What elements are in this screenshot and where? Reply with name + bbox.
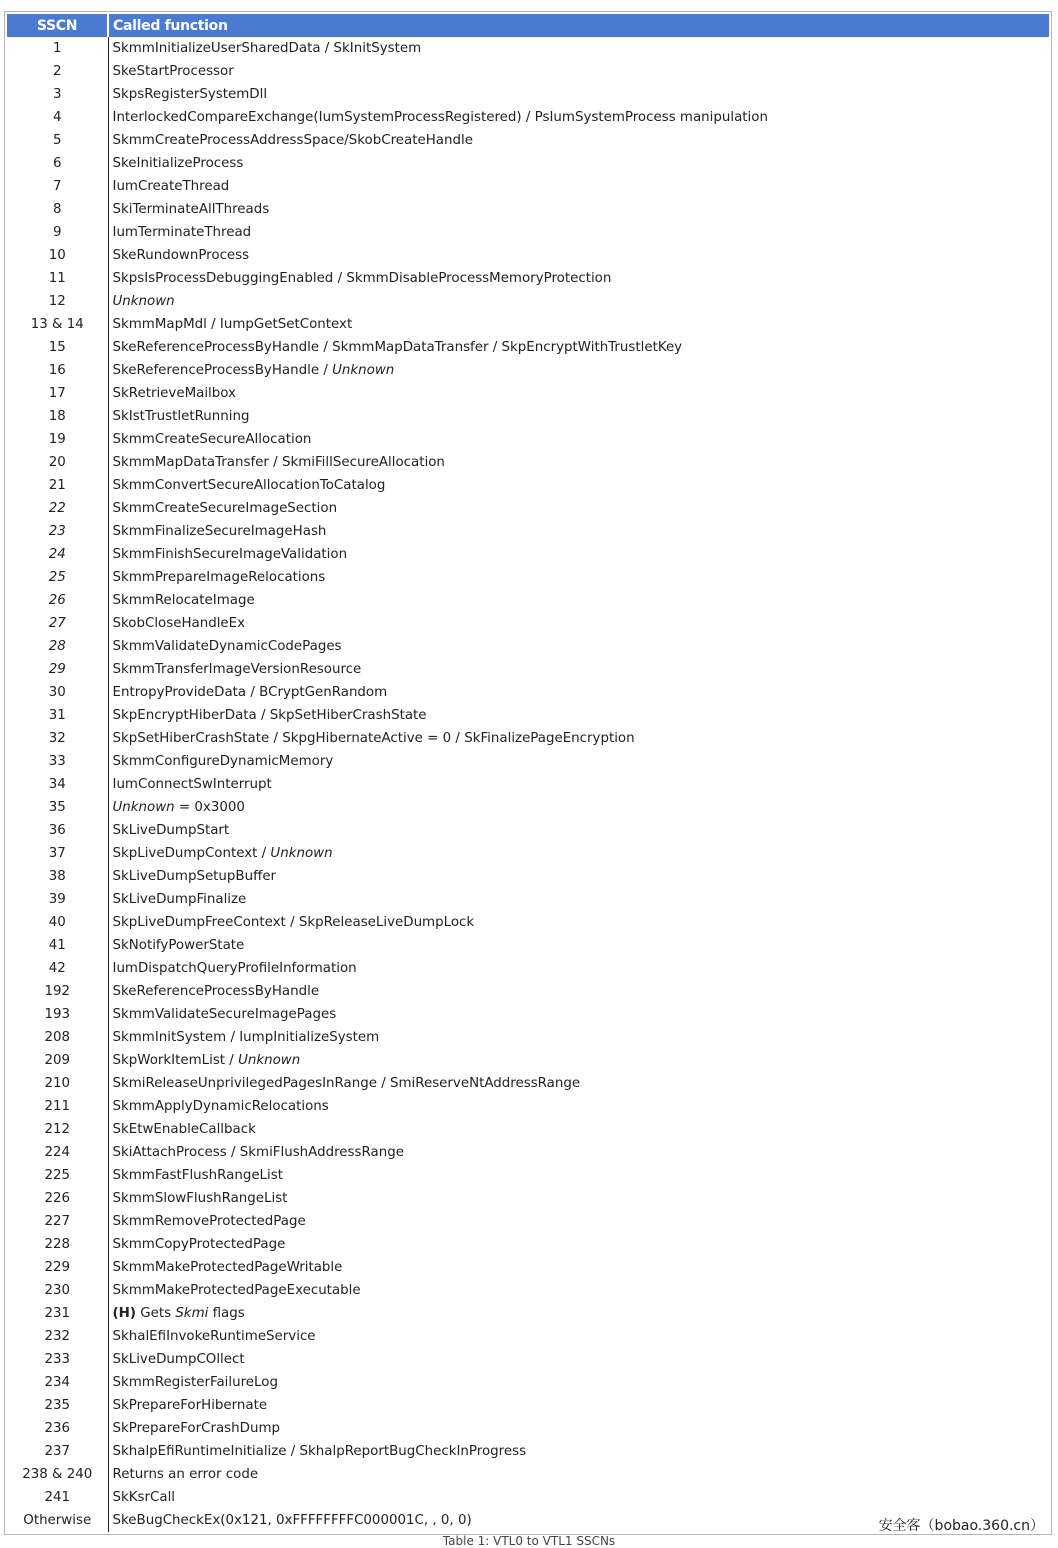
function-text: SkRetrieveMailbox	[112, 386, 236, 401]
function-text: SkpLiveDumpFreeContext / SkpReleaseLiveDumpLock	[112, 915, 475, 930]
function-cell	[108, 221, 1049, 244]
function-cell	[108, 37, 1049, 60]
function-cell	[108, 451, 1049, 474]
table-row	[7, 37, 1049, 60]
function-text: SkEtwEnableCallback	[112, 1122, 256, 1137]
table-row	[7, 1394, 1049, 1417]
table-row	[7, 842, 1049, 865]
function-cell	[108, 1325, 1049, 1348]
function-cell	[108, 566, 1049, 589]
sscn-cell: 15	[48, 340, 66, 355]
table-row	[7, 198, 1049, 221]
table-row	[7, 1417, 1049, 1440]
function-text: SkeStartProcessor	[112, 64, 234, 79]
table-row	[7, 635, 1049, 658]
sscn-cell: 32	[48, 731, 66, 746]
function-text: SkmmInitializeUserSharedData / SkInitSystem	[112, 41, 422, 56]
sscn-cell: 41	[48, 938, 66, 953]
function-text: SkmmMapDataTransfer / SkmiFillSecureAllocation	[112, 455, 445, 470]
function-text: SkmmValidateDynamicCodePages	[112, 639, 342, 654]
sscn-cell: 192	[44, 984, 71, 999]
table-row	[7, 543, 1049, 566]
function-cell	[108, 796, 1049, 819]
table-row	[7, 336, 1049, 359]
header-sscn: SSCN	[7, 14, 108, 37]
sscn-cell: Otherwise	[23, 1513, 92, 1528]
table-row	[7, 589, 1049, 612]
sscn-cell: 31	[48, 708, 66, 723]
function-cell	[108, 267, 1049, 290]
function-cell	[108, 980, 1049, 1003]
sscn-cell: 231	[44, 1306, 71, 1321]
function-cell	[108, 382, 1049, 405]
table-row	[7, 428, 1049, 451]
function-text: Gets	[135, 1306, 176, 1321]
table-row	[7, 267, 1049, 290]
function-cell	[108, 842, 1049, 865]
sscn-cell: 12	[48, 294, 66, 309]
sscn-cell: 6	[52, 156, 62, 171]
table-row	[7, 1095, 1049, 1118]
function-text: SkpLiveDumpContext /	[112, 846, 271, 861]
function-text: Unknown	[270, 846, 333, 861]
table-row	[7, 129, 1049, 152]
function-text: SkeReferenceProcessByHandle / SkmmMapDataTransfer / SkpEncryptWithTrustletKey	[112, 340, 683, 355]
table-row	[7, 1440, 1049, 1463]
sscn-cell: 235	[44, 1398, 71, 1413]
sscn-cell: 3	[52, 87, 62, 102]
function-cell	[108, 1095, 1049, 1118]
function-cell	[108, 313, 1049, 336]
sscn-cell: 22	[48, 501, 66, 516]
function-cell	[108, 681, 1049, 704]
function-cell	[108, 428, 1049, 451]
function-cell	[108, 865, 1049, 888]
function-text: SkIstTrustletRunning	[112, 409, 250, 424]
sscn-cell: 37	[48, 846, 66, 861]
sscn-cell: 212	[44, 1122, 71, 1137]
function-text: SkmmFinalizeSecureImageHash	[112, 524, 327, 539]
table-row	[7, 313, 1049, 336]
function-cell	[108, 1486, 1049, 1509]
function-cell	[108, 543, 1049, 566]
function-cell	[108, 359, 1049, 382]
function-cell	[108, 1187, 1049, 1210]
function-text: SkmmCreateProcessAddressSpace/SkobCreateHandle	[112, 133, 473, 148]
function-cell	[108, 1164, 1049, 1187]
function-text: IumCreateThread	[112, 179, 230, 194]
sscn-cell: 38	[48, 869, 66, 884]
function-text: SkmmTransferImageVersionResource	[112, 662, 362, 677]
function-text: (H)	[112, 1306, 136, 1321]
sscn-cell: 25	[48, 570, 66, 585]
table-row	[7, 60, 1049, 83]
function-text: SkLiveDumpStart	[112, 823, 230, 838]
function-cell	[108, 497, 1049, 520]
function-text: SkLiveDumpCOllect	[112, 1352, 245, 1367]
function-text: Skmi	[175, 1306, 209, 1321]
table-row	[7, 911, 1049, 934]
sscn-cell: 210	[44, 1076, 71, 1091]
table-row	[7, 658, 1049, 681]
function-text: SkmmCopyProtectedPage	[112, 1237, 286, 1252]
sscn-cell: 10	[48, 248, 66, 263]
sscn-cell: 5	[52, 133, 62, 148]
sscn-cell: 16	[48, 363, 66, 378]
function-text: SkmmCreateSecureAllocation	[112, 432, 312, 447]
sscn-cell: 40	[48, 915, 66, 930]
function-text: EntropyProvideData / BCryptGenRandom	[112, 685, 388, 700]
function-text: SkhalEfiInvokeRuntimeService	[112, 1329, 316, 1344]
function-text: Returns an error code	[112, 1467, 259, 1482]
sscn-cell: 1	[52, 41, 62, 56]
table-caption: Table 1: VTL0 to VTL1 SSCNs	[442, 1534, 616, 1548]
sscn-cell: 238 & 240	[22, 1467, 93, 1482]
table-row	[7, 497, 1049, 520]
sscn-cell: 13 & 14	[30, 317, 84, 332]
sscn-cell: 230	[44, 1283, 71, 1298]
function-cell	[108, 1348, 1049, 1371]
sscn-cell: 33	[48, 754, 66, 769]
function-cell	[108, 888, 1049, 911]
table-row	[7, 934, 1049, 957]
function-text: SkmmValidateSecureImagePages	[112, 1007, 337, 1022]
function-text: SkeReferenceProcessByHandle	[112, 984, 320, 999]
table-row	[7, 106, 1049, 129]
sscn-cell: 229	[44, 1260, 71, 1275]
function-cell	[108, 106, 1049, 129]
watermark: 安全客（bobao.360.cn）	[878, 1518, 1044, 1534]
table-row	[7, 1348, 1049, 1371]
table-row	[7, 1141, 1049, 1164]
function-cell	[108, 1118, 1049, 1141]
function-text: SkLiveDumpSetupBuffer	[112, 869, 277, 884]
sscn-cell: 4	[52, 110, 62, 125]
function-cell	[108, 773, 1049, 796]
table-row	[7, 152, 1049, 175]
sscn-cell: 29	[48, 662, 66, 677]
table-row	[7, 221, 1049, 244]
function-cell	[108, 405, 1049, 428]
function-text: Unknown	[112, 800, 175, 815]
function-cell	[108, 83, 1049, 106]
function-cell	[108, 244, 1049, 267]
sscn-cell: 225	[44, 1168, 71, 1183]
function-text: IumConnectSwInterrupt	[112, 777, 272, 792]
sscn-cell: 241	[44, 1490, 71, 1505]
table-row	[7, 1003, 1049, 1026]
table-row	[7, 566, 1049, 589]
table-row	[7, 796, 1049, 819]
function-text: SkNotifyPowerState	[112, 938, 245, 953]
table-row	[7, 1049, 1049, 1072]
sscn-cell: 42	[48, 961, 66, 976]
function-cell	[108, 635, 1049, 658]
function-text: SkmmMapMdl / IumpGetSetContext	[112, 317, 353, 332]
function-cell	[108, 129, 1049, 152]
sscn-cell: 234	[44, 1375, 71, 1390]
function-cell	[108, 1003, 1049, 1026]
table-row	[7, 1164, 1049, 1187]
table-row	[7, 865, 1049, 888]
function-cell	[108, 198, 1049, 221]
function-text: SkmmFastFlushRangeList	[112, 1168, 283, 1183]
function-text: IumTerminateThread	[112, 225, 252, 240]
function-text: Unknown	[112, 294, 175, 309]
table-row	[7, 382, 1049, 405]
function-text: SkiTerminateAllThreads	[112, 202, 270, 217]
function-cell	[108, 152, 1049, 175]
function-text: = 0x3000	[174, 800, 245, 815]
sscn-cell: 9	[52, 225, 62, 240]
sscn-cell: 8	[52, 202, 62, 217]
table-row	[7, 1486, 1049, 1509]
function-text: SkeRundownProcess	[112, 248, 250, 263]
function-cell	[108, 1279, 1049, 1302]
function-text: SkpsIsProcessDebuggingEnabled / SkmmDisableProcessMemoryProtection	[112, 271, 612, 286]
function-text: SkmmSlowFlushRangeList	[112, 1191, 288, 1206]
table-row	[7, 1302, 1049, 1325]
sscn-cell: 17	[48, 386, 66, 401]
sscn-cell: 19	[48, 432, 66, 447]
function-text: SkeBugCheckEx(0x121, 0xFFFFFFFFC000001C, , 0, 0)	[112, 1513, 472, 1528]
table-row	[7, 1072, 1049, 1095]
sscn-cell: 21	[48, 478, 66, 493]
function-text: Unknown	[238, 1053, 301, 1068]
function-text: SkmmMakeProtectedPageExecutable	[112, 1283, 361, 1298]
table-header-row	[7, 14, 1049, 37]
function-text: SkLiveDumpFinalize	[112, 892, 247, 907]
sscn-cell: 237	[44, 1444, 71, 1459]
function-cell	[108, 934, 1049, 957]
table-row	[7, 290, 1049, 313]
sscn-cell: 224	[44, 1145, 71, 1160]
sscn-cell: 36	[48, 823, 66, 838]
sscn-cell: 26	[48, 593, 66, 608]
table-row	[7, 704, 1049, 727]
table-row	[7, 681, 1049, 704]
table-row	[7, 957, 1049, 980]
table-row	[7, 888, 1049, 911]
sscn-cell: 18	[48, 409, 66, 424]
table-row	[7, 520, 1049, 543]
function-text: SkpsRegisterSystemDll	[112, 87, 268, 102]
table-row	[7, 1256, 1049, 1279]
function-cell	[108, 520, 1049, 543]
function-cell	[108, 1026, 1049, 1049]
sscn-cell: 227	[44, 1214, 71, 1229]
function-text: SkmmMakeProtectedPageWritable	[112, 1260, 343, 1275]
function-cell	[108, 290, 1049, 313]
function-cell	[108, 819, 1049, 842]
function-cell	[108, 658, 1049, 681]
table-row	[7, 405, 1049, 428]
function-cell	[108, 727, 1049, 750]
function-cell	[108, 474, 1049, 497]
function-cell	[108, 1463, 1049, 1486]
function-text: SkpEncryptHiberData / SkpSetHiberCrashState	[112, 708, 427, 723]
function-cell	[108, 911, 1049, 934]
function-text: SkobCloseHandleEx	[112, 616, 246, 631]
table-row	[7, 451, 1049, 474]
sscn-cell: 30	[48, 685, 66, 700]
table-row	[7, 1371, 1049, 1394]
function-text: SkKsrCall	[112, 1490, 176, 1505]
table-row	[7, 727, 1049, 750]
sscn-cell: 39	[48, 892, 66, 907]
function-text: SkpWorkItemList /	[112, 1053, 239, 1068]
function-cell	[108, 1141, 1049, 1164]
function-text: SkmmRelocateImage	[112, 593, 255, 608]
table-row	[7, 612, 1049, 635]
sscn-table	[7, 14, 1049, 1532]
sscn-cell: 236	[44, 1421, 71, 1436]
function-cell	[108, 1072, 1049, 1095]
function-cell	[108, 1210, 1049, 1233]
function-cell	[108, 60, 1049, 83]
function-text: SkmmCreateSecureImageSection	[112, 501, 338, 516]
function-text: flags	[208, 1306, 245, 1321]
function-cell	[108, 1256, 1049, 1279]
sscn-cell: 11	[48, 271, 66, 286]
function-cell	[108, 1417, 1049, 1440]
function-text: SkiAttachProcess / SkmiFlushAddressRange	[112, 1145, 404, 1160]
sscn-cell: 228	[44, 1237, 71, 1252]
table-row	[7, 1233, 1049, 1256]
function-cell	[108, 1233, 1049, 1256]
sscn-cell: 28	[48, 639, 66, 654]
function-text: SkmmApplyDynamicRelocations	[112, 1099, 329, 1114]
function-cell	[108, 1440, 1049, 1463]
table-row	[7, 1118, 1049, 1141]
function-text: SkPrepareForCrashDump	[112, 1421, 280, 1436]
function-text: SkmmRemoveProtectedPage	[112, 1214, 306, 1229]
sscn-cell: 20	[48, 455, 66, 470]
function-text: SkmmFinishSecureImageValidation	[112, 547, 348, 562]
table-row	[7, 980, 1049, 1003]
function-text: SkmmPrepareImageRelocations	[112, 570, 326, 585]
table-row	[7, 1187, 1049, 1210]
sscn-cell: 23	[48, 524, 66, 539]
table-row	[7, 244, 1049, 267]
table-row	[7, 83, 1049, 106]
function-cell	[108, 1049, 1049, 1072]
table-row	[7, 750, 1049, 773]
sscn-cell: 24	[48, 547, 66, 562]
function-cell	[108, 1302, 1049, 1325]
table-row	[7, 1463, 1049, 1486]
table-row	[7, 474, 1049, 497]
function-text: IumDispatchQueryProfileInformation	[112, 961, 357, 976]
function-text: SkmiReleaseUnprivilegedPagesInRange / SmiReserveNtAddressRange	[112, 1076, 581, 1091]
table-row	[7, 773, 1049, 796]
function-cell	[108, 704, 1049, 727]
function-text: SkmmInitSystem / IumpInitializeSystem	[112, 1030, 380, 1045]
table-row	[7, 175, 1049, 198]
table-row	[7, 1279, 1049, 1302]
function-text: SkPrepareForHibernate	[112, 1398, 268, 1413]
function-text: SkmmConvertSecureAllocationToCatalog	[112, 478, 386, 493]
function-text: Unknown	[332, 363, 395, 378]
function-cell	[108, 175, 1049, 198]
sscn-cell: 27	[48, 616, 66, 631]
function-cell	[108, 1371, 1049, 1394]
function-text: SkpSetHiberCrashState / SkpgHibernateActive = 0 / SkFinalizePageEncryption	[112, 731, 635, 746]
table-row	[7, 359, 1049, 382]
sscn-cell: 208	[44, 1030, 71, 1045]
sscn-cell: 211	[44, 1099, 71, 1114]
function-text: InterlockedCompareExchange(IumSystemProcessRegistered) / PsIumSystemProcess manipulation	[112, 110, 768, 125]
table-row	[7, 1026, 1049, 1049]
sscn-cell: 7	[52, 179, 62, 194]
sscn-cell: 193	[44, 1007, 71, 1022]
function-cell	[108, 589, 1049, 612]
sscn-cell: 2	[52, 64, 62, 79]
function-cell	[108, 612, 1049, 635]
header-called-function: Called function	[108, 14, 1049, 37]
table-row	[7, 1325, 1049, 1348]
sscn-cell: 209	[44, 1053, 71, 1068]
function-cell	[108, 1394, 1049, 1417]
function-text: SkhalpEfiRuntimeInitialize / SkhalpReportBugCheckInProgress	[112, 1444, 527, 1459]
function-cell	[108, 336, 1049, 359]
sscn-cell: 35	[48, 800, 66, 815]
sscn-cell: 233	[44, 1352, 71, 1367]
table-row	[7, 1210, 1049, 1233]
sscn-cell: 232	[44, 1329, 71, 1344]
sscn-cell: 226	[44, 1191, 71, 1206]
function-text: SkeReferenceProcessByHandle /	[112, 363, 333, 378]
function-text: SkmmConfigureDynamicMemory	[112, 754, 334, 769]
table-body	[7, 37, 1049, 1532]
sscn-cell: 34	[48, 777, 66, 792]
function-cell	[108, 750, 1049, 773]
function-cell	[108, 957, 1049, 980]
table-row	[7, 819, 1049, 842]
function-text: SkeInitializeProcess	[112, 156, 244, 171]
function-text: SkmmRegisterFailureLog	[112, 1375, 278, 1390]
